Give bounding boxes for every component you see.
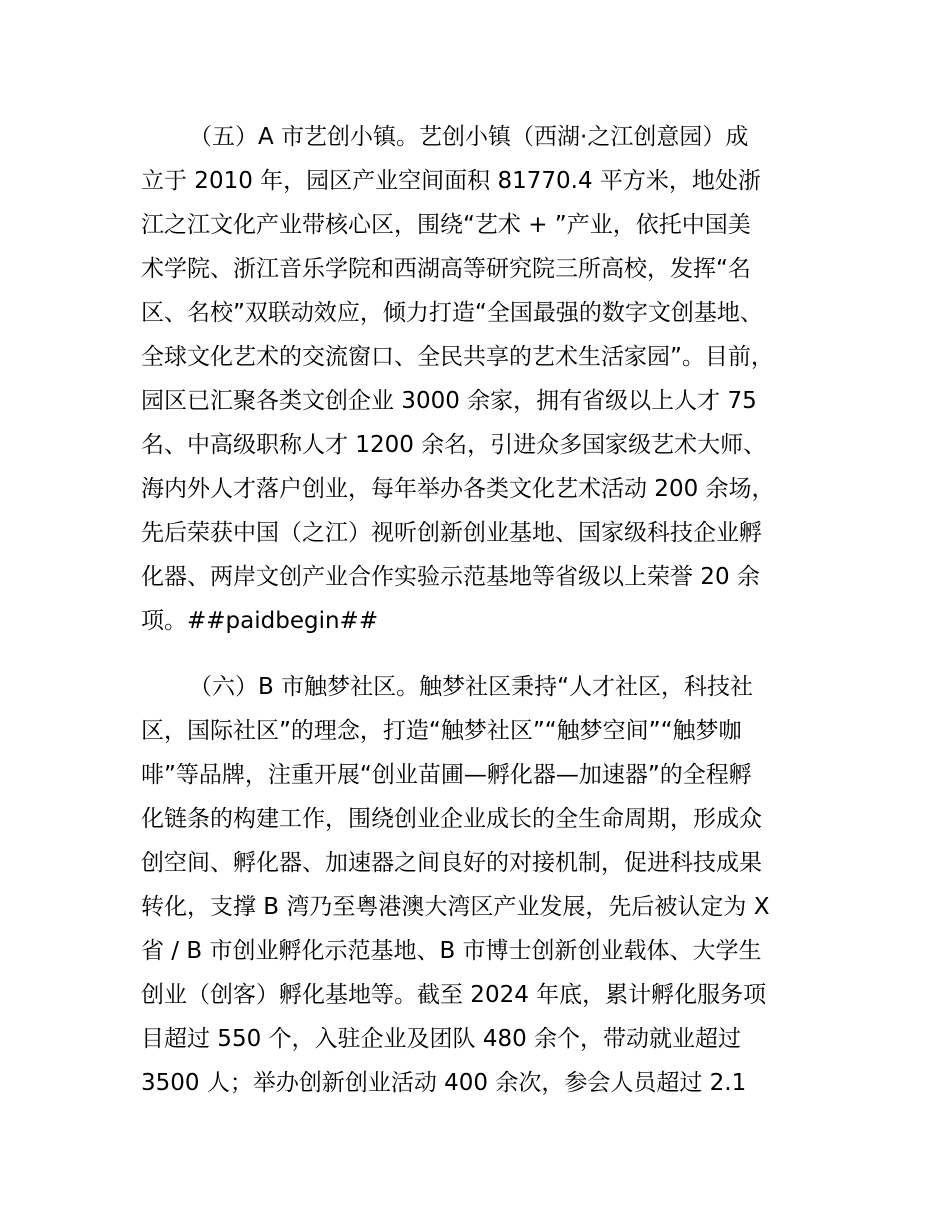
text-line: 区，国际社区”的理念，打造“触梦社区”“触梦空间”“触梦咖 [141, 718, 742, 744]
text-line: 项。##paidbegin## [141, 608, 379, 634]
text-line: 先后荣获中国（之江）视听创新创业基地、国家级科技企业孵 [141, 520, 762, 546]
text-line: 园区已汇聚各类文创企业 3000 余家，拥有省级以上人才 75 [141, 388, 757, 414]
text-line: 立于 2010 年，园区产业空间面积 81770.4 平方米，地处浙 [141, 168, 761, 194]
text-line: 创空间、孵化器、加速器之间良好的对接机制，促进科技成果 [141, 850, 762, 876]
text-line: 名、中高级职称人才 1200 余名，引进众多国家级艺术大师、 [141, 432, 767, 458]
text-line: 3500 人；举办创新创业活动 400 余次，参会人员超过 2.1 [141, 1070, 747, 1096]
text-line: 江之江文化产业带核心区，围绕“艺术 + ”产业，依托中国美 [141, 212, 751, 238]
text-line: 转化，支撑 B 湾乃至粤港澳大湾区产业发展，先后被认定为 X [141, 894, 770, 920]
text-line: 省 / B 市创业孵化示范基地、B 市博士创新创业载体、大学生 [141, 938, 762, 964]
text-line: 目超过 550 个，入驻企业及团队 480 余个，带动就业超过 [141, 1026, 742, 1052]
paragraph-gap [141, 643, 841, 665]
text-line: 区、名校”双联动效应，倾力打造“全国最强的数字文创基地、 [141, 300, 763, 326]
text-line: 全球文化艺术的交流窗口、全民共享的艺术生活家园”。目前， [141, 344, 774, 370]
text-line: （六）B 市触梦社区。触梦社区秉持“人才社区，科技社 [189, 674, 754, 700]
text-line: 化器、两岸文创产业合作实验示范基地等省级以上荣誉 20 余 [141, 564, 760, 590]
text-line: 化链条的构建工作，围绕创业企业成长的全生命周期，形成众 [141, 806, 762, 832]
text-line: 创业（创客）孵化基地等。截至 2024 年底，累计孵化服务项 [141, 982, 767, 1008]
text-line: 啡”等品牌，注重开展“创业苗圃—孵化器—加速器”的全程孵 [141, 762, 752, 788]
paragraph-dream-community [141, 665, 841, 1105]
text-line: 海内外人才落户创业，每年举办各类文化艺术活动 200 余场， [141, 476, 775, 502]
paragraph-art-town [141, 115, 841, 643]
text-line: （五）A 市艺创小镇。艺创小镇（西湖·之江创意园）成 [189, 124, 749, 150]
document-body [141, 115, 841, 1105]
text-line: 术学院、浙江音乐学院和西湖高等研究院三所高校，发挥“名 [141, 256, 751, 282]
